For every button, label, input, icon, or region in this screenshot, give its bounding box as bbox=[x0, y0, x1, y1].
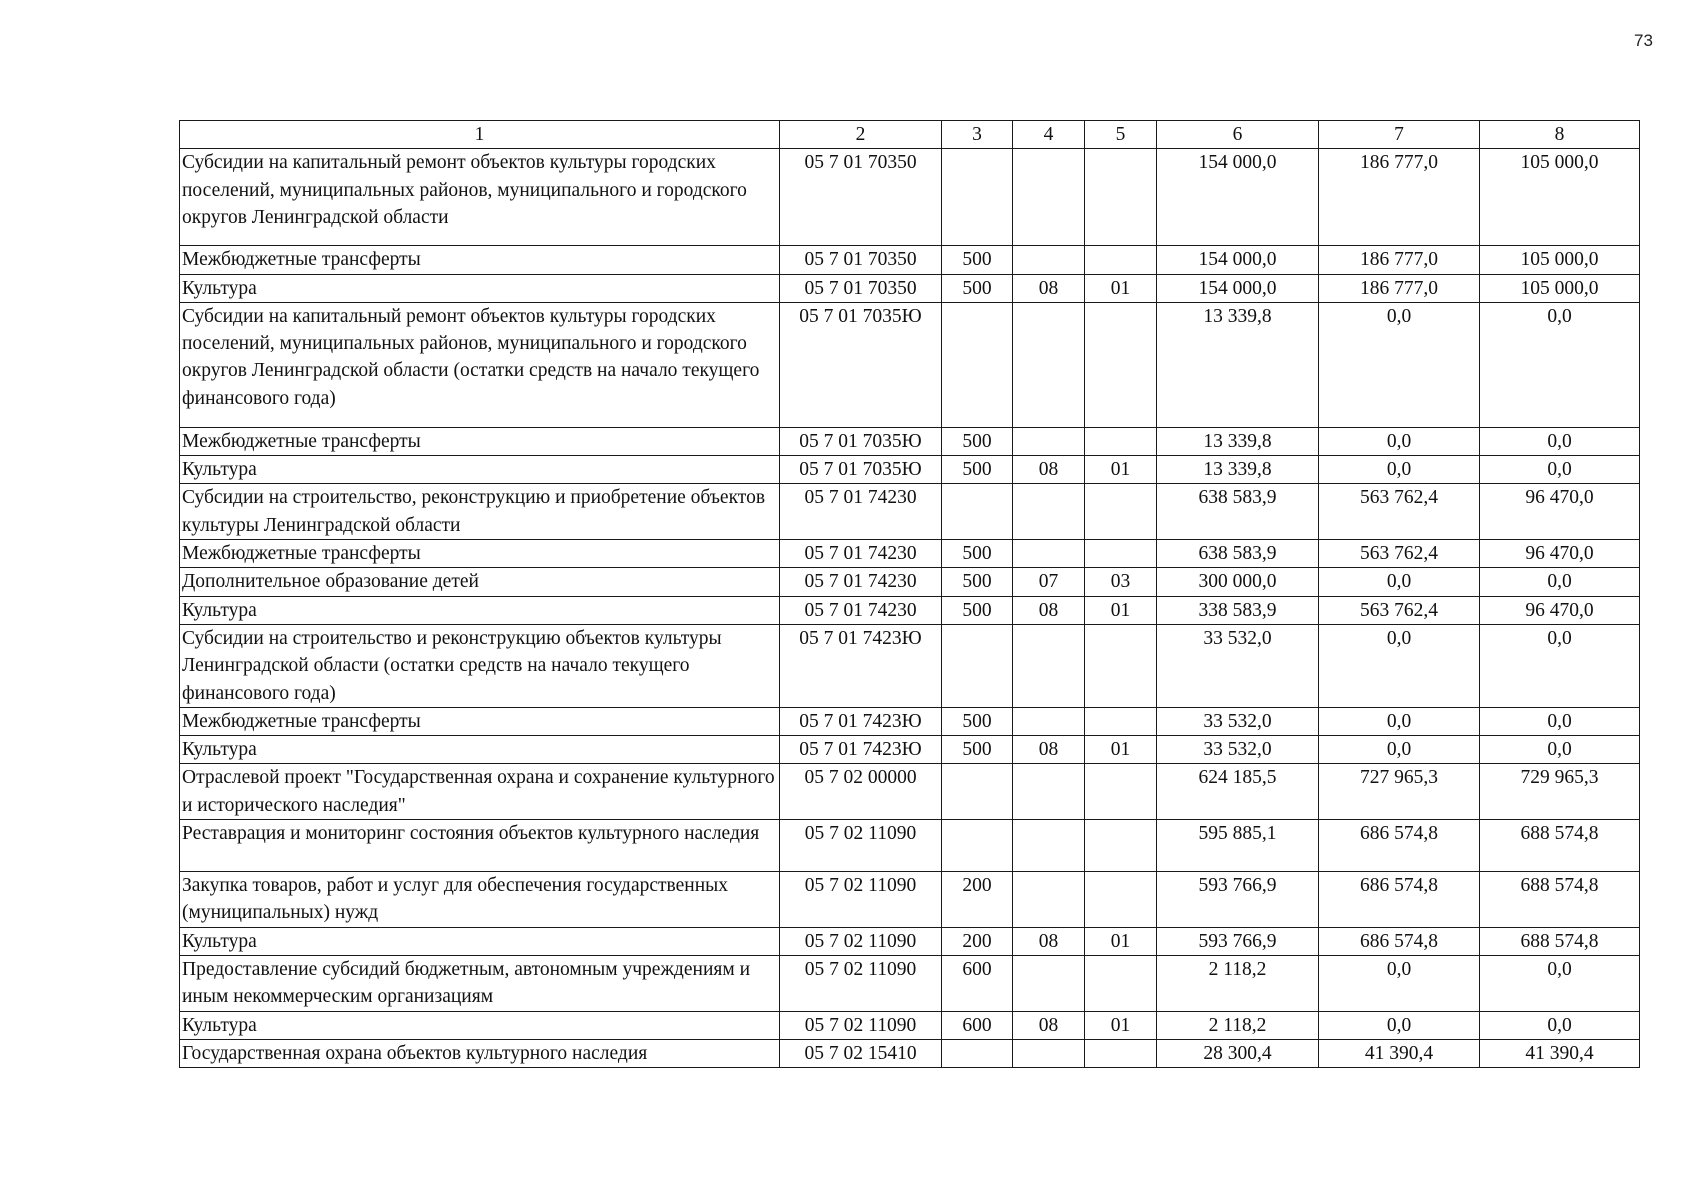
row-amount-col7-cell: 0,0 bbox=[1319, 1011, 1480, 1039]
header-cell-1: 1 bbox=[180, 121, 780, 149]
row-amount-col6-cell: 13 339,8 bbox=[1157, 302, 1319, 427]
row-amount-col7-cell: 0,0 bbox=[1319, 955, 1480, 1011]
row-amount-col6-cell: 33 532,0 bbox=[1157, 736, 1319, 764]
row-name-cell: Межбюджетные трансферты bbox=[180, 707, 780, 735]
row-section-cell bbox=[1013, 1039, 1085, 1067]
row-name-cell: Культура bbox=[180, 927, 780, 955]
row-amount-col6-cell: 638 583,9 bbox=[1157, 540, 1319, 568]
row-amount-col6-cell: 2 118,2 bbox=[1157, 955, 1319, 1011]
row-code-cell: 05 7 01 74230 bbox=[780, 484, 942, 540]
row-subsection-cell bbox=[1085, 484, 1157, 540]
row-amount-col8-cell: 0,0 bbox=[1480, 707, 1640, 735]
row-amount-col8-cell: 688 574,8 bbox=[1480, 820, 1640, 872]
table-row bbox=[180, 246, 1640, 274]
row-amount-col8-cell: 0,0 bbox=[1480, 624, 1640, 707]
row-section-cell bbox=[1013, 764, 1085, 820]
row-code-cell: 05 7 02 11090 bbox=[780, 872, 942, 928]
row-amount-col8-cell: 688 574,8 bbox=[1480, 872, 1640, 928]
row-section-cell bbox=[1013, 246, 1085, 274]
table-row bbox=[180, 1039, 1640, 1067]
table-row bbox=[180, 764, 1640, 820]
row-amount-col6-cell: 638 583,9 bbox=[1157, 484, 1319, 540]
row-amount-col8-cell: 0,0 bbox=[1480, 955, 1640, 1011]
row-name-cell: Отраслевой проект "Государственная охрана и сохранение культурного и исторического наследия" bbox=[180, 764, 780, 820]
row-amount-col7-cell: 41 390,4 bbox=[1319, 1039, 1480, 1067]
table-row bbox=[180, 540, 1640, 568]
row-amount-col8-cell: 96 470,0 bbox=[1480, 484, 1640, 540]
row-section-cell: 08 bbox=[1013, 456, 1085, 484]
row-code-cell: 05 7 02 11090 bbox=[780, 955, 942, 1011]
row-section-cell bbox=[1013, 707, 1085, 735]
table-row bbox=[180, 596, 1640, 624]
row-code-cell: 05 7 01 70350 bbox=[780, 246, 942, 274]
row-amount-col8-cell: 0,0 bbox=[1480, 1011, 1640, 1039]
row-amount-col6-cell: 33 532,0 bbox=[1157, 624, 1319, 707]
row-subsection-cell bbox=[1085, 820, 1157, 872]
row-amount-col6-cell: 154 000,0 bbox=[1157, 149, 1319, 246]
row-subsection-cell: 01 bbox=[1085, 1011, 1157, 1039]
row-name-cell: Межбюджетные трансферты bbox=[180, 427, 780, 455]
row-code-cell: 05 7 02 00000 bbox=[780, 764, 942, 820]
table-row bbox=[180, 736, 1640, 764]
row-code-cell: 05 7 01 7035Ю bbox=[780, 456, 942, 484]
row-section-cell: 08 bbox=[1013, 1011, 1085, 1039]
row-amount-col8-cell: 688 574,8 bbox=[1480, 927, 1640, 955]
row-name-cell: Культура bbox=[180, 1011, 780, 1039]
row-amount-col7-cell: 186 777,0 bbox=[1319, 246, 1480, 274]
row-expense-type-cell: 500 bbox=[942, 568, 1013, 596]
row-subsection-cell bbox=[1085, 246, 1157, 274]
budget-table bbox=[179, 120, 1640, 1068]
row-amount-col7-cell: 0,0 bbox=[1319, 624, 1480, 707]
row-section-cell bbox=[1013, 955, 1085, 1011]
row-amount-col6-cell: 28 300,4 bbox=[1157, 1039, 1319, 1067]
header-cell-7: 7 bbox=[1319, 121, 1480, 149]
row-amount-col6-cell: 300 000,0 bbox=[1157, 568, 1319, 596]
row-code-cell: 05 7 02 11090 bbox=[780, 820, 942, 872]
row-expense-type-cell: 500 bbox=[942, 707, 1013, 735]
row-expense-type-cell: 500 bbox=[942, 540, 1013, 568]
row-amount-col6-cell: 154 000,0 bbox=[1157, 246, 1319, 274]
row-name-cell: Культура bbox=[180, 274, 780, 302]
row-amount-col8-cell: 41 390,4 bbox=[1480, 1039, 1640, 1067]
row-amount-col7-cell: 727 965,3 bbox=[1319, 764, 1480, 820]
row-name-cell: Культура bbox=[180, 456, 780, 484]
row-amount-col8-cell: 0,0 bbox=[1480, 302, 1640, 427]
page-number: 73 bbox=[1634, 31, 1653, 50]
table-row bbox=[180, 1011, 1640, 1039]
table-row bbox=[180, 707, 1640, 735]
table-row bbox=[180, 456, 1640, 484]
row-code-cell: 05 7 01 7423Ю bbox=[780, 624, 942, 707]
row-code-cell: 05 7 01 7035Ю bbox=[780, 427, 942, 455]
row-expense-type-cell bbox=[942, 764, 1013, 820]
row-code-cell: 05 7 01 74230 bbox=[780, 540, 942, 568]
row-subsection-cell bbox=[1085, 149, 1157, 246]
row-section-cell bbox=[1013, 872, 1085, 928]
row-amount-col6-cell: 13 339,8 bbox=[1157, 456, 1319, 484]
row-amount-col7-cell: 186 777,0 bbox=[1319, 274, 1480, 302]
row-amount-col6-cell: 593 766,9 bbox=[1157, 872, 1319, 928]
row-amount-col6-cell: 593 766,9 bbox=[1157, 927, 1319, 955]
row-subsection-cell: 01 bbox=[1085, 927, 1157, 955]
row-subsection-cell: 01 bbox=[1085, 736, 1157, 764]
table-row bbox=[180, 149, 1640, 246]
table-row bbox=[180, 302, 1640, 427]
row-amount-col7-cell: 0,0 bbox=[1319, 568, 1480, 596]
row-amount-col7-cell: 0,0 bbox=[1319, 707, 1480, 735]
row-code-cell: 05 7 01 7035Ю bbox=[780, 302, 942, 427]
row-amount-col6-cell: 595 885,1 bbox=[1157, 820, 1319, 872]
row-code-cell: 05 7 02 11090 bbox=[780, 1011, 942, 1039]
row-code-cell: 05 7 01 70350 bbox=[780, 149, 942, 246]
header-cell-4: 4 bbox=[1013, 121, 1085, 149]
table-row bbox=[180, 955, 1640, 1011]
header-cell-2: 2 bbox=[780, 121, 942, 149]
row-name-cell: Государственная охрана объектов культурного наследия bbox=[180, 1039, 780, 1067]
row-expense-type-cell: 500 bbox=[942, 427, 1013, 455]
table-row bbox=[180, 484, 1640, 540]
table-row bbox=[180, 927, 1640, 955]
row-subsection-cell bbox=[1085, 707, 1157, 735]
row-amount-col6-cell: 13 339,8 bbox=[1157, 427, 1319, 455]
row-name-cell: Межбюджетные трансферты bbox=[180, 246, 780, 274]
row-expense-type-cell: 600 bbox=[942, 1011, 1013, 1039]
row-expense-type-cell: 500 bbox=[942, 274, 1013, 302]
row-amount-col7-cell: 186 777,0 bbox=[1319, 149, 1480, 246]
row-amount-col7-cell: 686 574,8 bbox=[1319, 872, 1480, 928]
row-amount-col7-cell: 563 762,4 bbox=[1319, 596, 1480, 624]
row-code-cell: 05 7 01 7423Ю bbox=[780, 736, 942, 764]
row-section-cell bbox=[1013, 820, 1085, 872]
row-section-cell: 08 bbox=[1013, 596, 1085, 624]
row-amount-col8-cell: 0,0 bbox=[1480, 736, 1640, 764]
row-code-cell: 05 7 02 11090 bbox=[780, 927, 942, 955]
row-code-cell: 05 7 01 70350 bbox=[780, 274, 942, 302]
row-expense-type-cell bbox=[942, 149, 1013, 246]
row-section-cell: 08 bbox=[1013, 927, 1085, 955]
row-name-cell: Межбюджетные трансферты bbox=[180, 540, 780, 568]
row-expense-type-cell: 500 bbox=[942, 596, 1013, 624]
row-name-cell: Закупка товаров, работ и услуг для обеспечения государственных (муниципальных) нужд bbox=[180, 872, 780, 928]
header-cell-6: 6 bbox=[1157, 121, 1319, 149]
row-expense-type-cell bbox=[942, 1039, 1013, 1067]
row-expense-type-cell bbox=[942, 820, 1013, 872]
row-subsection-cell bbox=[1085, 302, 1157, 427]
row-subsection-cell bbox=[1085, 955, 1157, 1011]
row-subsection-cell bbox=[1085, 540, 1157, 568]
row-subsection-cell bbox=[1085, 624, 1157, 707]
row-amount-col7-cell: 0,0 bbox=[1319, 736, 1480, 764]
row-section-cell bbox=[1013, 540, 1085, 568]
row-section-cell bbox=[1013, 624, 1085, 707]
table-row bbox=[180, 872, 1640, 928]
row-amount-col8-cell: 96 470,0 bbox=[1480, 540, 1640, 568]
row-expense-type-cell bbox=[942, 484, 1013, 540]
row-amount-col7-cell: 563 762,4 bbox=[1319, 540, 1480, 568]
row-name-cell: Культура bbox=[180, 736, 780, 764]
row-amount-col8-cell: 0,0 bbox=[1480, 568, 1640, 596]
row-expense-type-cell bbox=[942, 624, 1013, 707]
row-name-cell: Субсидии на строительство, реконструкцию и приобретение объектов культуры Ленинградской области bbox=[180, 484, 780, 540]
row-section-cell: 08 bbox=[1013, 274, 1085, 302]
header-cell-3: 3 bbox=[942, 121, 1013, 149]
row-amount-col8-cell: 0,0 bbox=[1480, 456, 1640, 484]
row-amount-col6-cell: 154 000,0 bbox=[1157, 274, 1319, 302]
row-name-cell: Культура bbox=[180, 596, 780, 624]
row-amount-col8-cell: 105 000,0 bbox=[1480, 274, 1640, 302]
row-code-cell: 05 7 01 74230 bbox=[780, 596, 942, 624]
row-expense-type-cell: 200 bbox=[942, 872, 1013, 928]
row-name-cell: Субсидии на строительство и реконструкцию объектов культуры Ленинградской области (остатки средств на начало текущего финансового года) bbox=[180, 624, 780, 707]
row-amount-col6-cell: 2 118,2 bbox=[1157, 1011, 1319, 1039]
row-expense-type-cell: 500 bbox=[942, 456, 1013, 484]
row-section-cell: 08 bbox=[1013, 736, 1085, 764]
row-subsection-cell bbox=[1085, 1039, 1157, 1067]
row-section-cell bbox=[1013, 302, 1085, 427]
row-subsection-cell bbox=[1085, 872, 1157, 928]
table-header-row bbox=[180, 121, 1640, 149]
table-row bbox=[180, 427, 1640, 455]
row-amount-col7-cell: 563 762,4 bbox=[1319, 484, 1480, 540]
row-name-cell: Предоставление субсидий бюджетным, автономным учреждениям и иным некоммерческим организациям bbox=[180, 955, 780, 1011]
row-section-cell: 07 bbox=[1013, 568, 1085, 596]
row-subsection-cell: 01 bbox=[1085, 274, 1157, 302]
row-name-cell: Реставрация и мониторинг состояния объектов культурного наследия bbox=[180, 820, 780, 872]
row-amount-col7-cell: 0,0 bbox=[1319, 456, 1480, 484]
table-row bbox=[180, 274, 1640, 302]
row-amount-col7-cell: 686 574,8 bbox=[1319, 820, 1480, 872]
row-name-cell: Субсидии на капитальный ремонт объектов культуры городских поселений, муниципальных районов, муниципального и городского округов Ленинградской области (остатки средств на начало текущего финансового года) bbox=[180, 302, 780, 427]
row-code-cell: 05 7 01 74230 bbox=[780, 568, 942, 596]
row-expense-type-cell: 500 bbox=[942, 246, 1013, 274]
row-amount-col7-cell: 0,0 bbox=[1319, 302, 1480, 427]
row-section-cell bbox=[1013, 427, 1085, 455]
row-expense-type-cell: 200 bbox=[942, 927, 1013, 955]
row-name-cell: Субсидии на капитальный ремонт объектов культуры городских поселений, муниципальных районов, муниципального и городского округов Ленинградской области bbox=[180, 149, 780, 246]
row-code-cell: 05 7 02 15410 bbox=[780, 1039, 942, 1067]
row-section-cell bbox=[1013, 484, 1085, 540]
row-subsection-cell: 01 bbox=[1085, 596, 1157, 624]
row-subsection-cell bbox=[1085, 427, 1157, 455]
header-cell-5: 5 bbox=[1085, 121, 1157, 149]
row-code-cell: 05 7 01 7423Ю bbox=[780, 707, 942, 735]
row-amount-col8-cell: 105 000,0 bbox=[1480, 149, 1640, 246]
header-cell-8: 8 bbox=[1480, 121, 1640, 149]
row-expense-type-cell bbox=[942, 302, 1013, 427]
row-subsection-cell: 03 bbox=[1085, 568, 1157, 596]
row-amount-col8-cell: 96 470,0 bbox=[1480, 596, 1640, 624]
row-amount-col7-cell: 686 574,8 bbox=[1319, 927, 1480, 955]
row-amount-col7-cell: 0,0 bbox=[1319, 427, 1480, 455]
row-amount-col6-cell: 624 185,5 bbox=[1157, 764, 1319, 820]
row-expense-type-cell: 500 bbox=[942, 736, 1013, 764]
row-name-cell: Дополнительное образование детей bbox=[180, 568, 780, 596]
row-section-cell bbox=[1013, 149, 1085, 246]
table-row bbox=[180, 820, 1640, 872]
row-amount-col8-cell: 0,0 bbox=[1480, 427, 1640, 455]
row-amount-col6-cell: 338 583,9 bbox=[1157, 596, 1319, 624]
row-amount-col6-cell: 33 532,0 bbox=[1157, 707, 1319, 735]
row-amount-col8-cell: 729 965,3 bbox=[1480, 764, 1640, 820]
table-row bbox=[180, 624, 1640, 707]
row-expense-type-cell: 600 bbox=[942, 955, 1013, 1011]
row-subsection-cell bbox=[1085, 764, 1157, 820]
row-subsection-cell: 01 bbox=[1085, 456, 1157, 484]
table-row bbox=[180, 568, 1640, 596]
row-amount-col8-cell: 105 000,0 bbox=[1480, 246, 1640, 274]
